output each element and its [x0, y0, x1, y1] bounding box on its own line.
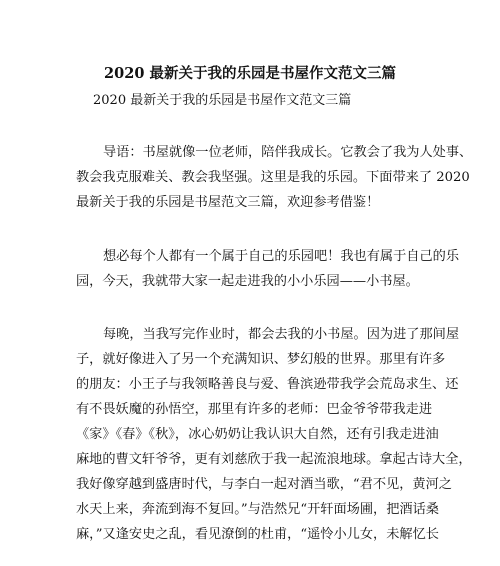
paragraph-line: 的朋友：小王子与我领略善良与爱、鲁滨逊带我学会荒岛求生、还	[76, 377, 459, 392]
paragraph-line: 水天上来，奔流到海不复回。”与浩然兄“开轩面场圃，把酒话桑	[76, 502, 439, 517]
paragraph-line: 有不畏妖魔的孙悟空，那里有许多的老师：巴金爷爷带我走进	[76, 402, 433, 417]
paragraph-line: 教会我克服难关、教会我坚强。这里是我的乐园。下面带来了 2020	[76, 170, 470, 185]
paragraph-line: 《家》《春》《秋》，冰心奶奶让我认识大自然，还有引我走进油	[76, 427, 439, 442]
paragraph-line: 园，今天，我就带大家一起走进我的小小乐园——小书屋。	[76, 274, 419, 289]
paragraph-line: 麻，”又逢安史之乱，看见潦倒的杜甫，“遥怜小儿女，未解忆长	[76, 527, 439, 542]
paragraph-line: 最新关于我的乐园是书屋范文三篇，欢迎参考借鉴！	[76, 195, 380, 210]
document-title: 2020 最新关于我的乐园是书屋作文范文三篇	[104, 65, 396, 82]
paragraph-line: 我好像穿越到盛唐时代，与李白一起对酒当歌，“君不见，黄河之	[76, 477, 452, 492]
paragraph-line: 导语：书屋就像一位老师，陪伴我成长。它教会了我为人处事、	[103, 145, 473, 160]
paragraph-body	[76, 322, 472, 547]
paragraph-line: 想必每个人都有一个属于自己的乐园吧！我也有属于自己的乐	[103, 249, 460, 264]
paragraph-line: 子，就好像进入了另一个充满知识、梦幻般的世界。那里有许多	[76, 352, 446, 367]
paragraph-intro	[76, 140, 473, 215]
paragraph-line: 每晚，当我写完作业时，都会去我的小书屋。因为进了那间屋	[103, 327, 460, 342]
paragraph-opening	[76, 244, 460, 294]
paragraph-line: 麻地的曹文轩爷爷，更有刘慈欣于我一起流浪地球。拿起古诗大全，	[76, 452, 472, 467]
document-subtitle: 2020 最新关于我的乐园是书屋作文范文三篇	[93, 93, 352, 108]
